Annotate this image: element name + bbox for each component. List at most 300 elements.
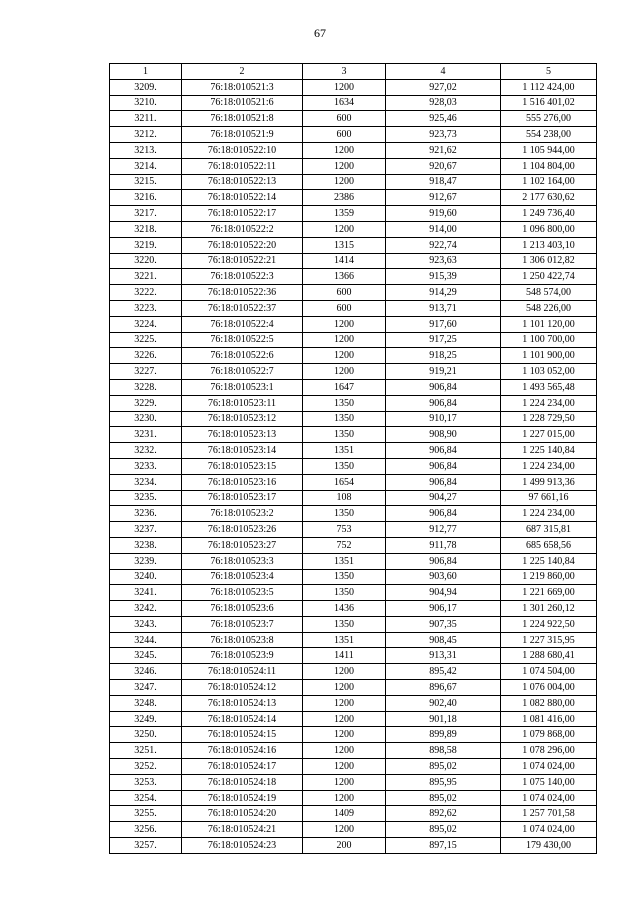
row-number-cell: 3211.: [110, 111, 182, 127]
row-number-cell: 3235.: [110, 490, 182, 506]
row-number-cell: 3214.: [110, 158, 182, 174]
rate-cell: 895,02: [386, 759, 501, 775]
value-cell: 548 226,00: [501, 300, 597, 316]
rate-cell: 906,84: [386, 474, 501, 490]
table-row: [110, 822, 597, 838]
cadastral-number-cell: 76:18:010523:17: [182, 490, 303, 506]
table-row: [110, 443, 597, 459]
value-cell: 1 224 234,00: [501, 395, 597, 411]
value-cell: 687 315,81: [501, 522, 597, 538]
value-cell: 548 574,00: [501, 285, 597, 301]
row-number-cell: 3224.: [110, 316, 182, 332]
area-cell: 1359: [303, 206, 386, 222]
cadastral-number-cell: 76:18:010521:9: [182, 127, 303, 143]
cadastral-number-cell: 76:18:010522:21: [182, 253, 303, 269]
rate-cell: 906,84: [386, 379, 501, 395]
cadastral-number-cell: 76:18:010523:26: [182, 522, 303, 538]
rate-cell: 906,84: [386, 458, 501, 474]
land-plot-table: [109, 63, 597, 854]
cadastral-number-cell: 76:18:010522:37: [182, 300, 303, 316]
page-number: 67: [314, 26, 326, 40]
cadastral-number-cell: 76:18:010521:6: [182, 95, 303, 111]
table-row: [110, 537, 597, 553]
table-row: [110, 759, 597, 775]
value-cell: 1 074 024,00: [501, 759, 597, 775]
value-cell: 554 238,00: [501, 127, 597, 143]
area-cell: 600: [303, 127, 386, 143]
row-number-cell: 3219.: [110, 237, 182, 253]
row-number-cell: 3223.: [110, 300, 182, 316]
table-row: [110, 300, 597, 316]
value-cell: 1 499 913,36: [501, 474, 597, 490]
cadastral-number-cell: 76:18:010523:12: [182, 411, 303, 427]
cadastral-number-cell: 76:18:010522:36: [182, 285, 303, 301]
row-number-cell: 3237.: [110, 522, 182, 538]
rate-cell: 914,00: [386, 221, 501, 237]
column-header: 4: [386, 64, 501, 80]
rate-cell: 927,02: [386, 79, 501, 95]
rate-cell: 898,58: [386, 743, 501, 759]
cadastral-number-cell: 76:18:010523:1: [182, 379, 303, 395]
area-cell: 1350: [303, 569, 386, 585]
value-cell: 1 081 416,00: [501, 711, 597, 727]
value-cell: 2 177 630,62: [501, 190, 597, 206]
cadastral-number-cell: 76:18:010522:7: [182, 364, 303, 380]
rate-cell: 923,73: [386, 127, 501, 143]
area-cell: 200: [303, 838, 386, 854]
value-cell: 1 224 922,50: [501, 616, 597, 632]
rate-cell: 899,89: [386, 727, 501, 743]
table-row: [110, 379, 597, 395]
rate-cell: 917,25: [386, 332, 501, 348]
row-number-cell: 3251.: [110, 743, 182, 759]
row-number-cell: 3248.: [110, 695, 182, 711]
rate-cell: 911,78: [386, 537, 501, 553]
row-number-cell: 3245.: [110, 648, 182, 664]
value-cell: 1 079 868,00: [501, 727, 597, 743]
cadastral-number-cell: 76:18:010523:16: [182, 474, 303, 490]
area-cell: 1200: [303, 79, 386, 95]
rate-cell: 895,02: [386, 790, 501, 806]
rate-cell: 906,84: [386, 553, 501, 569]
area-cell: 1200: [303, 221, 386, 237]
cadastral-number-cell: 76:18:010523:6: [182, 601, 303, 617]
value-cell: 1 078 296,00: [501, 743, 597, 759]
area-cell: 1200: [303, 695, 386, 711]
cadastral-number-cell: 76:18:010521:3: [182, 79, 303, 95]
area-cell: 1409: [303, 806, 386, 822]
table-row: [110, 458, 597, 474]
value-cell: 1 301 260,12: [501, 601, 597, 617]
area-cell: 1351: [303, 553, 386, 569]
rate-cell: 912,67: [386, 190, 501, 206]
row-number-cell: 3247.: [110, 680, 182, 696]
value-cell: 1 096 800,00: [501, 221, 597, 237]
row-number-cell: 3240.: [110, 569, 182, 585]
value-cell: 1 074 024,00: [501, 790, 597, 806]
table-row: [110, 174, 597, 190]
value-cell: 1 112 424,00: [501, 79, 597, 95]
cadastral-number-cell: 76:18:010524:15: [182, 727, 303, 743]
table-row: [110, 695, 597, 711]
row-number-cell: 3250.: [110, 727, 182, 743]
row-number-cell: 3221.: [110, 269, 182, 285]
value-cell: 1 213 403,10: [501, 237, 597, 253]
value-cell: 1 225 140,84: [501, 443, 597, 459]
table-row: [110, 506, 597, 522]
row-number-cell: 3249.: [110, 711, 182, 727]
rate-cell: 895,95: [386, 774, 501, 790]
area-cell: 1200: [303, 348, 386, 364]
value-cell: 685 658,56: [501, 537, 597, 553]
cadastral-number-cell: 76:18:010524:23: [182, 838, 303, 854]
rate-cell: 908,45: [386, 632, 501, 648]
area-cell: 1200: [303, 158, 386, 174]
row-number-cell: 3243.: [110, 616, 182, 632]
table-row: [110, 237, 597, 253]
value-cell: 1 224 234,00: [501, 458, 597, 474]
area-cell: 1647: [303, 379, 386, 395]
area-cell: 1350: [303, 411, 386, 427]
cadastral-number-cell: 76:18:010524:19: [182, 790, 303, 806]
table-row: [110, 190, 597, 206]
table-row: [110, 680, 597, 696]
table-row: [110, 285, 597, 301]
value-cell: 1 104 804,00: [501, 158, 597, 174]
row-number-cell: 3232.: [110, 443, 182, 459]
cadastral-number-cell: 76:18:010522:2: [182, 221, 303, 237]
table-row: [110, 838, 597, 854]
area-cell: 1200: [303, 743, 386, 759]
table-row: [110, 474, 597, 490]
row-number-cell: 3213.: [110, 142, 182, 158]
cadastral-number-cell: 76:18:010522:5: [182, 332, 303, 348]
area-cell: 1436: [303, 601, 386, 617]
rate-cell: 904,27: [386, 490, 501, 506]
table-row: [110, 142, 597, 158]
rate-cell: 919,21: [386, 364, 501, 380]
area-cell: 1315: [303, 237, 386, 253]
area-cell: 1350: [303, 458, 386, 474]
column-header: 3: [303, 64, 386, 80]
value-cell: 1 075 140,00: [501, 774, 597, 790]
cadastral-number-cell: 76:18:010524:11: [182, 664, 303, 680]
area-cell: 1350: [303, 395, 386, 411]
cadastral-number-cell: 76:18:010522:14: [182, 190, 303, 206]
cadastral-number-cell: 76:18:010522:13: [182, 174, 303, 190]
area-cell: 1654: [303, 474, 386, 490]
value-cell: 1 249 736,40: [501, 206, 597, 222]
area-cell: 1351: [303, 632, 386, 648]
table-row: [110, 364, 597, 380]
rate-cell: 906,17: [386, 601, 501, 617]
value-cell: 1 219 860,00: [501, 569, 597, 585]
cadastral-number-cell: 76:18:010524:12: [182, 680, 303, 696]
cadastral-number-cell: 76:18:010522:11: [182, 158, 303, 174]
cadastral-number-cell: 76:18:010523:2: [182, 506, 303, 522]
row-number-cell: 3218.: [110, 221, 182, 237]
cadastral-number-cell: 76:18:010523:3: [182, 553, 303, 569]
row-number-cell: 3220.: [110, 253, 182, 269]
table-row: [110, 411, 597, 427]
cadastral-number-cell: 76:18:010522:6: [182, 348, 303, 364]
rate-cell: 895,42: [386, 664, 501, 680]
area-cell: 1200: [303, 711, 386, 727]
row-number-cell: 3231.: [110, 427, 182, 443]
cadastral-number-cell: 76:18:010524:17: [182, 759, 303, 775]
cadastral-number-cell: 76:18:010523:5: [182, 585, 303, 601]
area-cell: 1200: [303, 774, 386, 790]
row-number-cell: 3238.: [110, 537, 182, 553]
area-cell: 1414: [303, 253, 386, 269]
rate-cell: 920,67: [386, 158, 501, 174]
rate-cell: 919,60: [386, 206, 501, 222]
row-number-cell: 3236.: [110, 506, 182, 522]
area-cell: 1200: [303, 759, 386, 775]
cadastral-number-cell: 76:18:010523:27: [182, 537, 303, 553]
value-cell: 179 430,00: [501, 838, 597, 854]
row-number-cell: 3242.: [110, 601, 182, 617]
row-number-cell: 3209.: [110, 79, 182, 95]
table-row: [110, 711, 597, 727]
rate-cell: 922,74: [386, 237, 501, 253]
row-number-cell: 3216.: [110, 190, 182, 206]
cadastral-number-cell: 76:18:010522:4: [182, 316, 303, 332]
rate-cell: 913,31: [386, 648, 501, 664]
cadastral-number-cell: 76:18:010522:10: [182, 142, 303, 158]
table-row: [110, 221, 597, 237]
table-row: [110, 727, 597, 743]
row-number-cell: 3244.: [110, 632, 182, 648]
table-row: [110, 522, 597, 538]
value-cell: 1 103 052,00: [501, 364, 597, 380]
cadastral-number-cell: 76:18:010522:20: [182, 237, 303, 253]
table-row: [110, 569, 597, 585]
table-row: [110, 253, 597, 269]
rate-cell: 921,62: [386, 142, 501, 158]
table-row: [110, 553, 597, 569]
table-row: [110, 269, 597, 285]
row-number-cell: 3252.: [110, 759, 182, 775]
table-row: [110, 664, 597, 680]
cadastral-number-cell: 76:18:010522:3: [182, 269, 303, 285]
rate-cell: 896,67: [386, 680, 501, 696]
rate-cell: 928,03: [386, 95, 501, 111]
cadastral-number-cell: 76:18:010523:15: [182, 458, 303, 474]
area-cell: 600: [303, 111, 386, 127]
rate-cell: 904,94: [386, 585, 501, 601]
value-cell: 1 100 700,00: [501, 332, 597, 348]
table-body: [110, 79, 597, 853]
area-cell: 600: [303, 285, 386, 301]
value-cell: 97 661,16: [501, 490, 597, 506]
area-cell: 1200: [303, 174, 386, 190]
area-cell: 1200: [303, 680, 386, 696]
rate-cell: 914,29: [386, 285, 501, 301]
value-cell: 1 105 944,00: [501, 142, 597, 158]
row-number-cell: 3253.: [110, 774, 182, 790]
rate-cell: 902,40: [386, 695, 501, 711]
rate-cell: 897,15: [386, 838, 501, 854]
table-row: [110, 395, 597, 411]
row-number-cell: 3228.: [110, 379, 182, 395]
area-cell: 1411: [303, 648, 386, 664]
table-row: [110, 158, 597, 174]
column-header: 2: [182, 64, 303, 80]
area-cell: 1350: [303, 616, 386, 632]
cadastral-number-cell: 76:18:010522:17: [182, 206, 303, 222]
table-row: [110, 806, 597, 822]
rate-cell: 895,02: [386, 822, 501, 838]
row-number-cell: 3257.: [110, 838, 182, 854]
area-cell: 1350: [303, 506, 386, 522]
value-cell: 555 276,00: [501, 111, 597, 127]
cadastral-number-cell: 76:18:010524:18: [182, 774, 303, 790]
area-cell: 1200: [303, 727, 386, 743]
table-row: [110, 585, 597, 601]
value-cell: 1 257 701,58: [501, 806, 597, 822]
value-cell: 1 082 880,00: [501, 695, 597, 711]
rate-cell: 918,25: [386, 348, 501, 364]
value-cell: 1 101 900,00: [501, 348, 597, 364]
cadastral-number-cell: 76:18:010524:13: [182, 695, 303, 711]
table-row: [110, 332, 597, 348]
rate-cell: 901,18: [386, 711, 501, 727]
rate-cell: 917,60: [386, 316, 501, 332]
table-row: [110, 790, 597, 806]
value-cell: 1 228 729,50: [501, 411, 597, 427]
table-header-row: [110, 64, 597, 80]
cadastral-number-cell: 76:18:010524:20: [182, 806, 303, 822]
value-cell: 1 516 401,02: [501, 95, 597, 111]
cadastral-number-cell: 76:18:010523:11: [182, 395, 303, 411]
area-cell: 1200: [303, 664, 386, 680]
value-cell: 1 076 004,00: [501, 680, 597, 696]
cadastral-number-cell: 76:18:010523:4: [182, 569, 303, 585]
rate-cell: 892,62: [386, 806, 501, 822]
area-cell: 1200: [303, 142, 386, 158]
area-cell: 753: [303, 522, 386, 538]
value-cell: 1 102 164,00: [501, 174, 597, 190]
row-number-cell: 3233.: [110, 458, 182, 474]
area-cell: 1200: [303, 790, 386, 806]
rate-cell: 907,35: [386, 616, 501, 632]
value-cell: 1 224 234,00: [501, 506, 597, 522]
row-number-cell: 3234.: [110, 474, 182, 490]
row-number-cell: 3227.: [110, 364, 182, 380]
rate-cell: 925,46: [386, 111, 501, 127]
cadastral-number-cell: 76:18:010523:14: [182, 443, 303, 459]
value-cell: 1 306 012,82: [501, 253, 597, 269]
value-cell: 1 074 504,00: [501, 664, 597, 680]
row-number-cell: 3254.: [110, 790, 182, 806]
value-cell: 1 101 120,00: [501, 316, 597, 332]
cadastral-number-cell: 76:18:010521:8: [182, 111, 303, 127]
rate-cell: 908,90: [386, 427, 501, 443]
value-cell: 1 221 669,00: [501, 585, 597, 601]
cadastral-number-cell: 76:18:010523:13: [182, 427, 303, 443]
area-cell: 752: [303, 537, 386, 553]
row-number-cell: 3239.: [110, 553, 182, 569]
area-cell: 1200: [303, 332, 386, 348]
row-number-cell: 3225.: [110, 332, 182, 348]
table-row: [110, 632, 597, 648]
row-number-cell: 3241.: [110, 585, 182, 601]
table-row: [110, 206, 597, 222]
cadastral-number-cell: 76:18:010523:7: [182, 616, 303, 632]
row-number-cell: 3229.: [110, 395, 182, 411]
value-cell: 1 493 565,48: [501, 379, 597, 395]
area-cell: 1200: [303, 364, 386, 380]
table-row: [110, 743, 597, 759]
cadastral-number-cell: 76:18:010524:14: [182, 711, 303, 727]
table-row: [110, 774, 597, 790]
area-cell: 600: [303, 300, 386, 316]
table-row: [110, 648, 597, 664]
row-number-cell: 3255.: [110, 806, 182, 822]
cadastral-number-cell: 76:18:010523:8: [182, 632, 303, 648]
table-row: [110, 348, 597, 364]
value-cell: 1 288 680,41: [501, 648, 597, 664]
area-cell: 1200: [303, 822, 386, 838]
table-row: [110, 95, 597, 111]
table-row: [110, 601, 597, 617]
row-number-cell: 3215.: [110, 174, 182, 190]
row-number-cell: 3222.: [110, 285, 182, 301]
row-number-cell: 3226.: [110, 348, 182, 364]
cadastral-number-cell: 76:18:010524:21: [182, 822, 303, 838]
row-number-cell: 3212.: [110, 127, 182, 143]
value-cell: 1 074 024,00: [501, 822, 597, 838]
rate-cell: 903,60: [386, 569, 501, 585]
table-row: [110, 111, 597, 127]
rate-cell: 910,17: [386, 411, 501, 427]
row-number-cell: 3246.: [110, 664, 182, 680]
area-cell: 2386: [303, 190, 386, 206]
rate-cell: 906,84: [386, 506, 501, 522]
area-cell: 1634: [303, 95, 386, 111]
rate-cell: 923,63: [386, 253, 501, 269]
area-cell: 1366: [303, 269, 386, 285]
area-cell: 1351: [303, 443, 386, 459]
table-row: [110, 616, 597, 632]
area-cell: 108: [303, 490, 386, 506]
row-number-cell: 3210.: [110, 95, 182, 111]
table-row: [110, 316, 597, 332]
table-row: [110, 127, 597, 143]
rate-cell: 906,84: [386, 395, 501, 411]
rate-cell: 918,47: [386, 174, 501, 190]
rate-cell: 915,39: [386, 269, 501, 285]
column-header: 5: [501, 64, 597, 80]
rate-cell: 913,71: [386, 300, 501, 316]
row-number-cell: 3230.: [110, 411, 182, 427]
column-header: 1: [110, 64, 182, 80]
area-cell: 1200: [303, 316, 386, 332]
row-number-cell: 3256.: [110, 822, 182, 838]
cadastral-number-cell: 76:18:010523:9: [182, 648, 303, 664]
cadastral-number-cell: 76:18:010524:16: [182, 743, 303, 759]
table-row: [110, 427, 597, 443]
rate-cell: 912,77: [386, 522, 501, 538]
value-cell: 1 227 015,00: [501, 427, 597, 443]
value-cell: 1 250 422,74: [501, 269, 597, 285]
row-number-cell: 3217.: [110, 206, 182, 222]
value-cell: 1 225 140,84: [501, 553, 597, 569]
area-cell: 1350: [303, 427, 386, 443]
table-row: [110, 490, 597, 506]
rate-cell: 906,84: [386, 443, 501, 459]
